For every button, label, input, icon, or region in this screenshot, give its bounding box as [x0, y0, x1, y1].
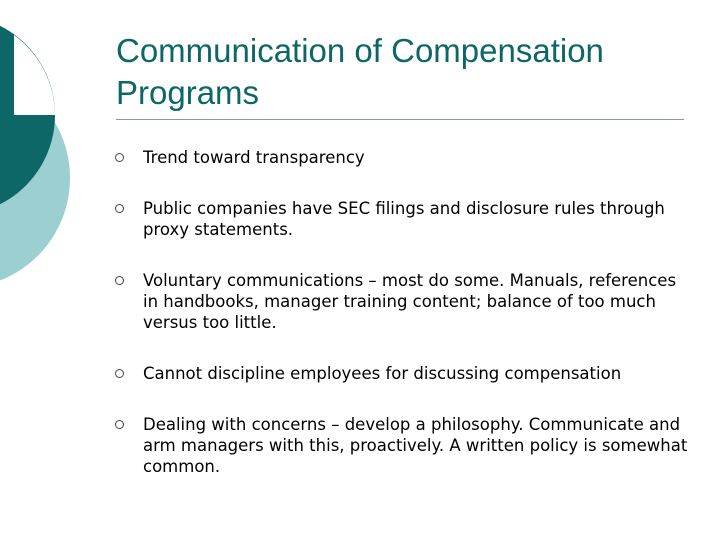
bullet-item	[115, 270, 690, 333]
bullet-item	[115, 414, 690, 477]
bullet-text: Voluntary communications – most do some. Manuals, references in handbooks, manager training content; balance of too much versus too little.	[143, 271, 677, 332]
white-accent	[14, 35, 55, 115]
bullet-item	[115, 198, 690, 240]
slide-title: Communication of Compensation Programs	[116, 32, 604, 111]
bullet-list	[115, 147, 690, 507]
bullet-item	[115, 363, 690, 384]
bullet-text: Dealing with concerns – develop a philosophy. Communicate and arm managers with this, proactively. A written policy is somewhat common.	[143, 415, 688, 476]
circle-bullet-icon	[115, 276, 124, 285]
circle-bullet-icon	[115, 420, 124, 429]
bullet-text: Cannot discipline employees for discussing compensation	[143, 364, 622, 383]
bullet-text: Trend toward transparency	[143, 148, 365, 167]
title-divider	[116, 119, 684, 120]
bullet-text: Public companies have SEC filings and disclosure rules through proxy statements.	[143, 199, 665, 239]
circle-bullet-icon	[115, 204, 124, 213]
decorative-circles	[0, 0, 120, 290]
circle-bullet-icon	[115, 153, 124, 162]
bullet-item	[115, 147, 690, 168]
circle-bullet-icon	[115, 369, 124, 378]
